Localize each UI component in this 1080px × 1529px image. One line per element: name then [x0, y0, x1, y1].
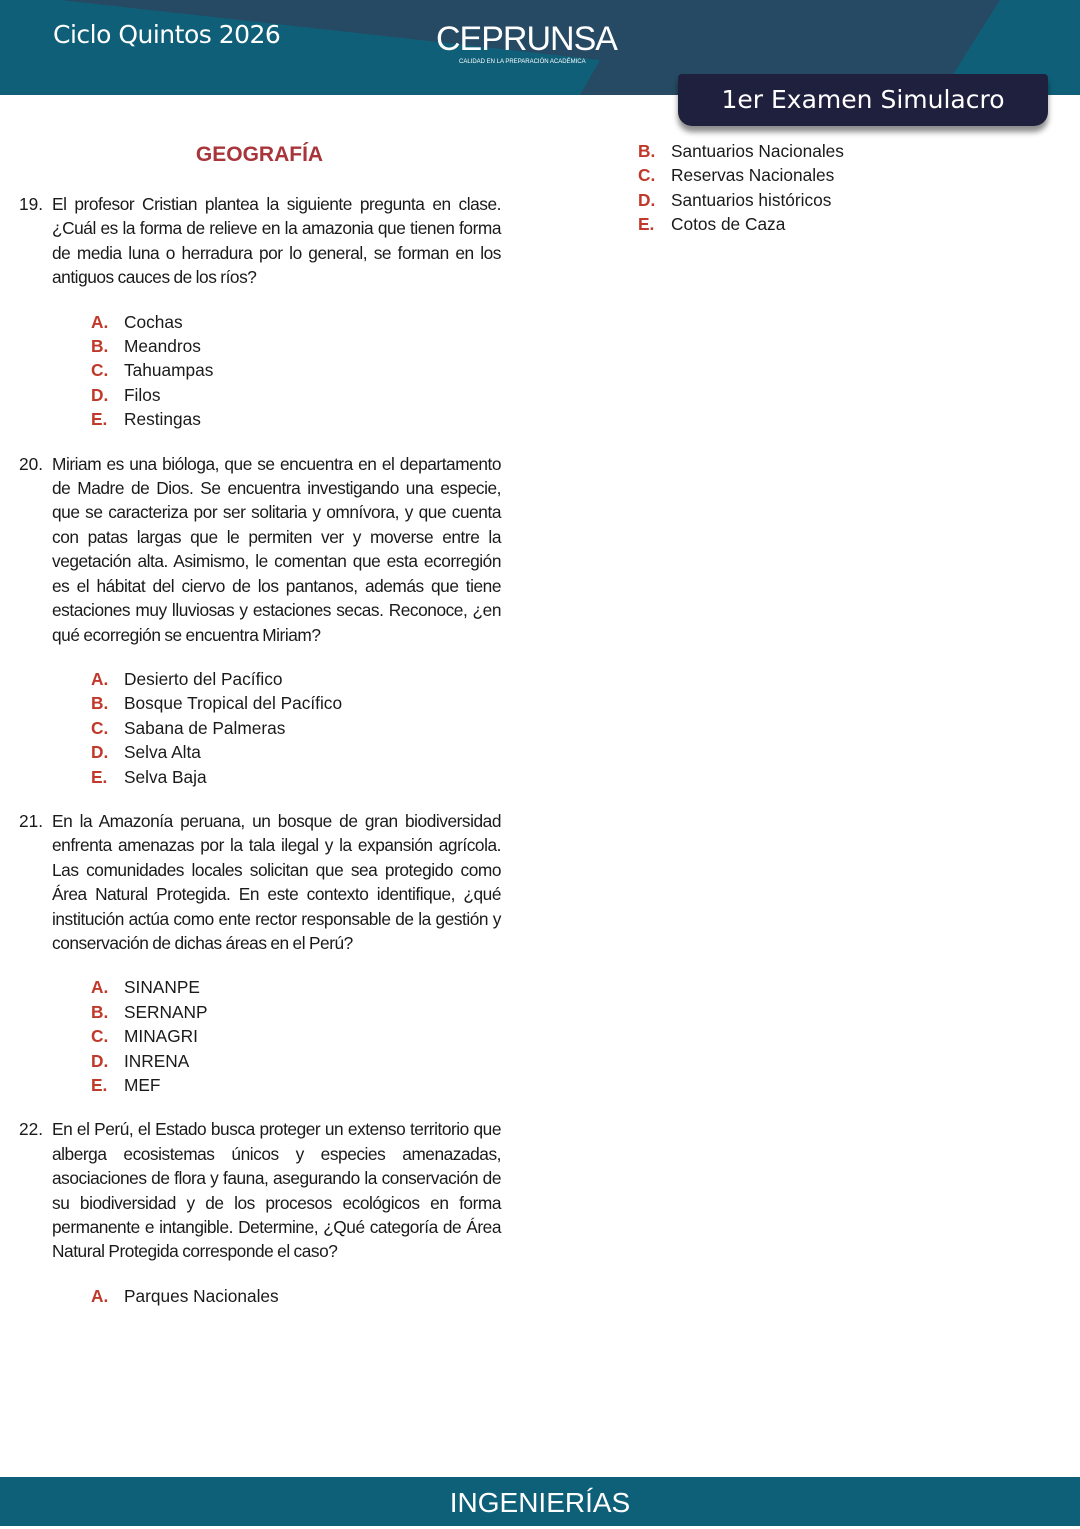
option-letter: E.	[91, 766, 108, 787]
option[interactable]	[91, 1000, 501, 1024]
page-footer: INGENIERÍAS	[0, 1477, 1080, 1526]
option-letter: B.	[91, 336, 109, 357]
option[interactable]	[91, 383, 501, 407]
question-number: 21.	[19, 810, 44, 831]
option-text: Bosque Tropical del Pacífico	[124, 693, 343, 714]
option[interactable]	[91, 358, 501, 382]
option-text: MINAGRI	[124, 1026, 198, 1047]
option[interactable]	[638, 188, 844, 212]
option-text: Reservas Nacionales	[671, 165, 835, 186]
option[interactable]	[91, 310, 501, 334]
logo: CEPRUNSA	[436, 20, 617, 58]
option-letter: C.	[638, 165, 656, 186]
option[interactable]	[91, 975, 501, 999]
option-letter: C.	[91, 1026, 109, 1047]
option-letter: E.	[91, 1075, 108, 1095]
option-text: Santuarios históricos	[671, 189, 832, 210]
option-text: SINANPE	[124, 977, 200, 998]
logo-tagline: CALIDAD EN LA PREPARACIÓN ACADÉMICA	[459, 59, 586, 65]
option-letter: B.	[638, 141, 656, 161]
option-letter: A.	[91, 311, 109, 332]
option-letter: C.	[91, 717, 109, 738]
option-text: Selva Baja	[124, 766, 207, 787]
option-text: SERNANP	[124, 1001, 208, 1022]
option-text: Filos	[124, 384, 161, 405]
question-22	[19, 1117, 501, 1263]
option-letter: B.	[91, 1001, 109, 1022]
options-22-part1	[91, 1284, 501, 1308]
option-text: Meandros	[124, 336, 201, 357]
question-number: 22.	[19, 1119, 44, 1140]
cycle-title: Ciclo Quintos 2026	[53, 20, 281, 49]
option[interactable]	[638, 139, 844, 163]
option[interactable]	[91, 1024, 501, 1048]
option-text: Cochas	[124, 311, 183, 332]
question-text: El profesor Cristian plantea la siguiente pregunta en clase. ¿Cuál es la forma de relieve en la amazonia que tienen forma de media luna o herradura por lo general, se forman en los antiguos cauces de los ríos?	[52, 194, 501, 288]
option-text: Santuarios Nacionales	[671, 141, 844, 161]
option-text: INRENA	[124, 1050, 190, 1071]
option-text: MEF	[124, 1075, 161, 1095]
option[interactable]	[638, 163, 844, 187]
question-text: En la Amazonía peruana, un bosque de gran biodiversidad enfrenta amenazas por la tala ilegal y la expansión agrícola. Las comunidades locales solicitan que sea protegido como Área Natural Protegida. En este contexto identifique, ¿qué institución actúa como ente rector responsable de la gestión y conservación de dichas áreas en el Perú?	[52, 810, 501, 953]
option-letter: A.	[91, 977, 109, 998]
question-text: Miriam es una bióloga, que se encuentra en el departamento de Madre de Dios. Se encuentra investigando una especie, que se caracteriza por ser solitaria y omnívora, y que cuenta con patas largas que le permiten ver y moverse entre la vegetación alta. Asimismo, le comentan que esta ecorregión es el hábitat del ciervo de los pantanos, además que tiene estaciones muy lluviosas y estaciones secas. Reconoce, ¿en qué ecorregión se encuentra Miriam?	[52, 453, 501, 645]
option-text: Restingas	[124, 409, 201, 430]
question-21	[19, 809, 501, 955]
option[interactable]	[91, 740, 501, 764]
option-letter: E.	[638, 214, 655, 235]
options-22-part2	[638, 139, 844, 237]
option-letter: D.	[91, 742, 109, 763]
option-letter: D.	[91, 1050, 109, 1071]
option-letter: E.	[91, 409, 108, 430]
question-20	[19, 452, 501, 647]
option-letter: C.	[91, 360, 109, 381]
option[interactable]	[91, 1049, 501, 1073]
option[interactable]	[91, 1284, 501, 1308]
option-letter: D.	[91, 384, 109, 405]
left-column	[19, 192, 501, 1328]
option-letter: A.	[91, 1285, 109, 1306]
exam-label: 1er Examen Simulacro	[678, 74, 1048, 126]
option-text: Desierto del Pacífico	[124, 668, 283, 689]
option-text: Selva Alta	[124, 742, 201, 763]
option[interactable]	[91, 667, 501, 691]
question-number: 20.	[19, 453, 44, 474]
option-letter: B.	[91, 693, 109, 714]
option-text: Parques Nacionales	[124, 1285, 279, 1306]
option[interactable]	[638, 212, 844, 236]
options-20	[91, 667, 501, 789]
options-21	[91, 975, 501, 1097]
option[interactable]	[91, 691, 501, 715]
option-text: Tahuampas	[124, 360, 214, 381]
option-text: Sabana de Palmeras	[124, 717, 286, 738]
options-19	[91, 310, 501, 432]
option[interactable]	[91, 407, 501, 431]
option[interactable]	[91, 765, 501, 789]
option-letter: D.	[638, 189, 656, 210]
section-title: GEOGRAFÍA	[195, 143, 324, 166]
question-19	[19, 192, 501, 290]
question-number: 19.	[19, 194, 44, 214]
option-text: Cotos de Caza	[671, 214, 786, 235]
option[interactable]	[91, 334, 501, 358]
question-text: En el Perú, el Estado busca proteger un extenso territorio que alberga ecosistemas únicos y especies amenazadas, asociaciones de flora y fauna, asegurando la conservación de su biodiversidad y de los procesos ecológicos en forma permanente e intangible. Determine, ¿Qué categoría de Área Natural Protegida corresponde el caso?	[52, 1119, 501, 1262]
option-letter: A.	[91, 668, 109, 689]
option[interactable]	[91, 1073, 501, 1097]
option[interactable]	[91, 716, 501, 740]
